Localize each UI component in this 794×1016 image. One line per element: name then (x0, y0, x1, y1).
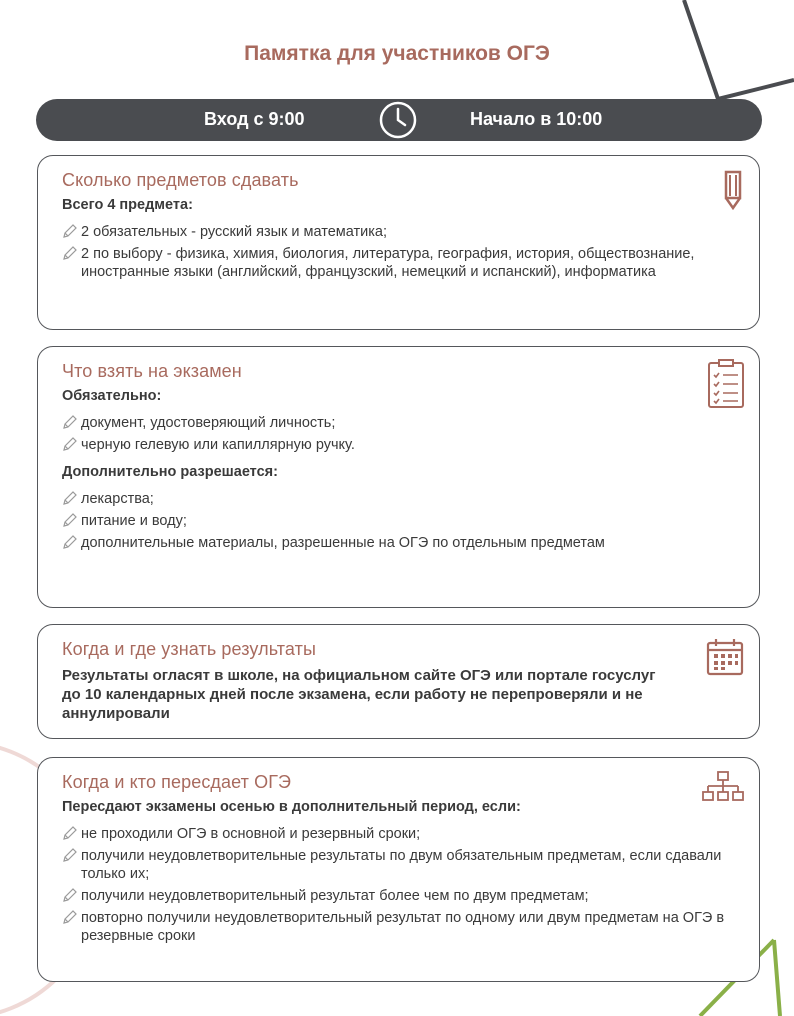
pencil-bullet-icon (62, 825, 78, 841)
pencil-bullet-icon (62, 512, 78, 528)
list-item: дополнительные материалы, разрешенные на ОГЭ по отдельным предметам (62, 534, 735, 552)
card-subheading-additional: Дополнительно разрешается: (62, 464, 278, 480)
pencil-bullet-icon (62, 414, 78, 430)
pencil-bullet-icon (62, 887, 78, 903)
list-item: питание и воду; (62, 512, 735, 530)
card-subheading: Обязательно: (62, 388, 162, 404)
hierarchy-icon (701, 770, 745, 802)
list-item: лекарства; (62, 490, 735, 508)
required-list (62, 414, 735, 454)
list-item: получили неудовлетворительный результат более чем по двум предметам; (62, 887, 735, 905)
pencil-bullet-icon (62, 534, 78, 550)
card-retake (37, 757, 760, 982)
time-bar (36, 99, 762, 141)
card-subheading: Пересдают экзамены осенью в дополнительный период, если: (62, 799, 521, 815)
card-subheading: Всего 4 предмета: (62, 197, 193, 213)
card-heading: Когда и где узнать результаты (62, 639, 317, 659)
list-item: не проходили ОГЭ в основной и резервный сроки; (62, 825, 735, 843)
subject-list (62, 223, 735, 281)
checklist-icon (707, 359, 745, 409)
pencil-bullet-icon (62, 490, 78, 506)
pencil-icon (721, 168, 745, 210)
start-time: Начало в 10:00 (470, 109, 603, 129)
card-heading: Когда и кто пересдает ОГЭ (62, 772, 292, 792)
card-heading: Что взять на экзамен (62, 361, 242, 381)
pencil-bullet-icon (62, 223, 78, 239)
list-item: повторно получили неудовлетворительный результат по одному или двум предметам на ОГЭ в резервные сроки (62, 909, 735, 945)
results-text: Результаты огласят в школе, на официальном сайте ОГЭ или портале госуслуг до 10 календарных дней после экзамена, если работу не перепроверяли и не аннулировали (62, 667, 656, 722)
card-what-to-bring (37, 346, 760, 608)
pencil-bullet-icon (62, 245, 78, 261)
pencil-bullet-icon (62, 909, 78, 925)
list-item: 2 по выбору - физика, химия, биология, литература, география, история, обществознание, иностранные языки (английский, французский, немецкий и испанский), информатика (62, 245, 735, 281)
list-item: документ, удостоверяющий личность; (62, 414, 735, 432)
list-item: черную гелевую или капиллярную ручку. (62, 436, 735, 454)
list-item: получили неудовлетворительные результаты по двум обязательным предметам, если сдавали только их; (62, 847, 735, 883)
pencil-bullet-icon (62, 847, 78, 863)
calendar-icon (705, 637, 745, 677)
card-subjects (37, 155, 760, 330)
list-item: 2 обязательных - русский язык и математика; (62, 223, 735, 241)
allowed-list (62, 490, 735, 552)
clock-icon (376, 99, 420, 141)
page-title: Памятка для участников ОГЭ (244, 42, 550, 65)
entry-time: Вход с 9:00 (204, 109, 305, 129)
card-results (37, 624, 760, 739)
retake-conditions-list (62, 825, 735, 945)
pencil-bullet-icon (62, 436, 78, 452)
card-heading: Сколько предметов сдавать (62, 170, 299, 190)
